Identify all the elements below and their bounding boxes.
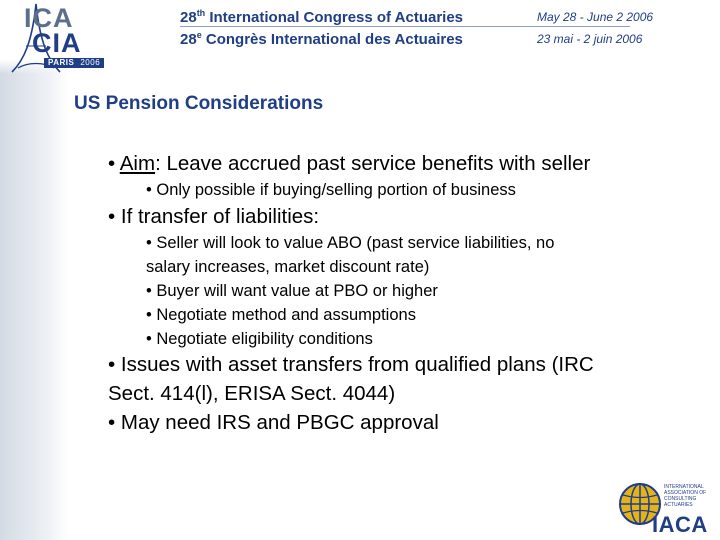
bullet-negotiate-eligibility: • Negotiate eligibility conditions — [146, 330, 373, 348]
logo-cia-text: CIA — [32, 28, 82, 58]
bullet-issues-line2: Sect. 414(l), ERISA Sect. 4044) — [108, 382, 396, 405]
congress-en-suffix: th — [196, 8, 206, 18]
logo-paris-tag — [44, 58, 104, 68]
bullet-aim-sub: • Only possible if buying/selling portion of business — [146, 181, 516, 199]
bullet-aim: • Aim: Leave accrued past service benefits with seller — [108, 152, 591, 175]
congress-en-text: International Congress of Actuaries — [205, 9, 464, 26]
header-divider — [180, 26, 630, 27]
bullet-buyer: • Buyer will want value at PBO or higher — [146, 282, 438, 300]
congress-fr-suffix: e — [196, 30, 202, 40]
congress-title-en — [180, 8, 463, 26]
iaca-tagline: INTERNATIONAL ASSOCIATION OF CONSULTING ACTUARIES — [664, 484, 707, 508]
logo-year: 2006 — [80, 58, 101, 67]
iaca-name: IACA — [652, 512, 708, 537]
ica-cia-logo — [24, 3, 104, 67]
bullet-negotiate-method: • Negotiate method and assumptions — [146, 306, 416, 324]
side-gradient-band — [0, 0, 68, 540]
congress-title-fr — [180, 30, 463, 48]
congress-en-ordinal: 28 — [180, 9, 197, 26]
aim-text: : Leave accrued past service benefits with seller — [155, 152, 591, 175]
congress-date-en: May 28 - June 2 2006 — [537, 10, 654, 24]
congress-date-fr: 23 mai - 2 juin 2006 — [537, 32, 643, 46]
logo-ica-text: ICA — [24, 3, 74, 33]
bullet-seller-line1: • Seller will look to value ABO (past service liabilities, no — [146, 234, 555, 252]
bullet-approval: • May need IRS and PBGC approval — [108, 411, 439, 434]
slide-title: US Pension Considerations — [74, 93, 324, 114]
aim-label: Aim — [119, 152, 156, 175]
congress-fr-text: Congrès International des Actuaires — [201, 31, 463, 48]
congress-fr-ordinal: 28 — [180, 31, 197, 48]
bullet-issues-line1: • Issues with asset transfers from qualified plans (IRC — [108, 353, 594, 376]
logo-city: PARIS — [48, 58, 75, 67]
bullet-transfer: • If transfer of liabilities: — [108, 205, 320, 228]
iaca-logo — [612, 478, 716, 540]
slide-header — [0, 0, 720, 74]
bullet-seller-line2: salary increases, market discount rate) — [146, 258, 430, 276]
